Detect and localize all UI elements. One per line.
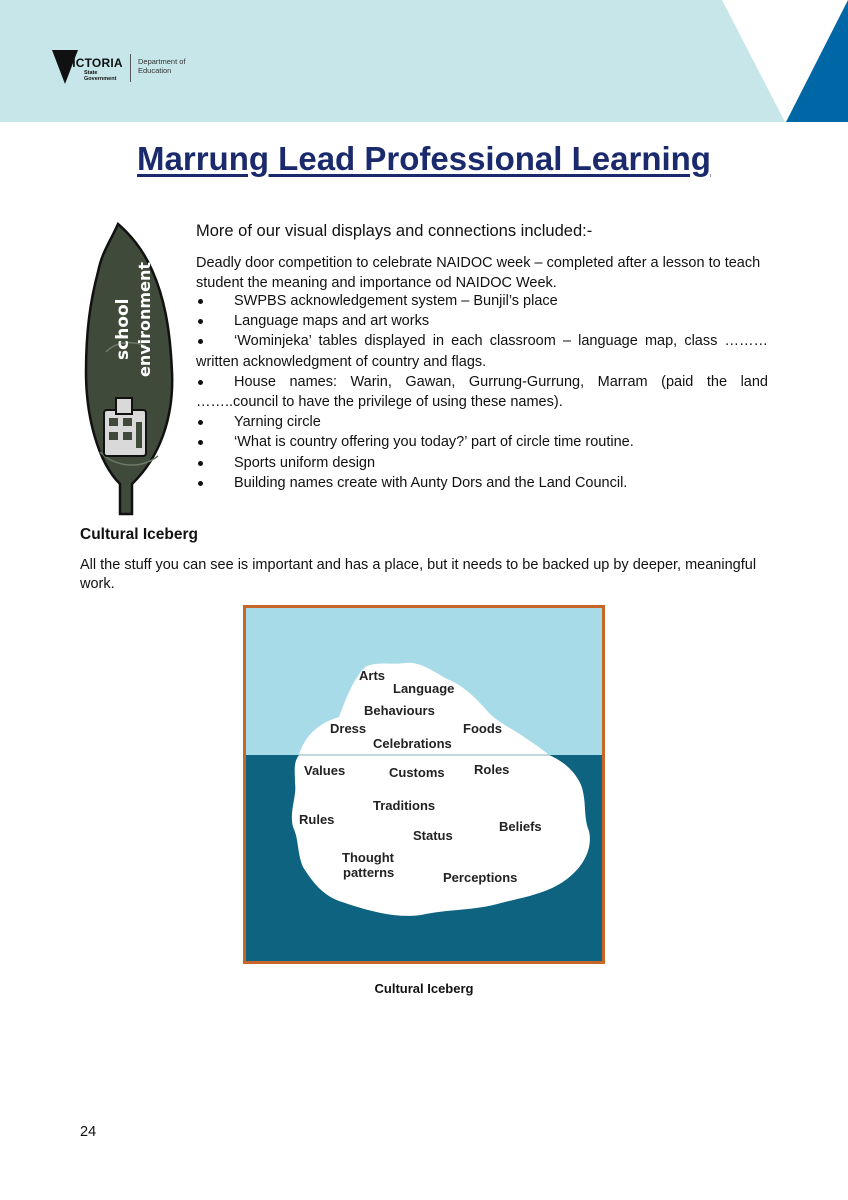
- list-item: Building names create with Aunty Dors and the Land Council.: [196, 473, 768, 493]
- school-environment-leaf: [80, 222, 180, 517]
- bullet-dot-icon: [198, 461, 203, 466]
- iceberg-label: Arts: [359, 668, 386, 683]
- list-item: ‘Wominjeka’ tables displayed in each classroom – language map, class ………written acknowledgment of country and flags.: [196, 333, 768, 370]
- iceberg-label: Roles: [474, 762, 510, 777]
- iceberg-label: Customs: [389, 765, 445, 780]
- iceberg-label: patterns: [343, 865, 395, 880]
- iceberg-label: Values: [304, 763, 346, 778]
- logo-divider: [130, 54, 131, 82]
- leaf-text-environment: environment: [135, 262, 154, 377]
- logo-state-government: State Government: [84, 70, 117, 82]
- cultural-iceberg-figure: [243, 605, 605, 964]
- page-number: 24: [80, 1124, 97, 1140]
- victoria-logo: [50, 46, 220, 86]
- iceberg-label: Behaviours: [364, 703, 435, 718]
- iceberg-label: Rules: [299, 812, 335, 827]
- list-item: Language maps and art works: [196, 311, 768, 331]
- leaf-text-school: school: [113, 298, 133, 360]
- section-paragraph: All the stuff you can see is important and has a place, but it needs to be backed up by deeper, meaningful work.: [80, 557, 757, 592]
- iceberg-label: Traditions: [373, 798, 436, 813]
- bullet-dot-icon: [198, 339, 203, 344]
- list-item: Yarning circle: [196, 412, 768, 432]
- bullet-dot-icon: [198, 319, 203, 324]
- list-item: Sports uniform design: [196, 453, 768, 473]
- displays-list: [196, 291, 768, 493]
- bullet-dot-icon: [198, 420, 203, 425]
- bullet-dot-icon: [198, 440, 203, 445]
- iceberg-label: Thought: [342, 850, 394, 865]
- iceberg-label: Dress: [330, 721, 367, 736]
- figure-caption: Cultural Iceberg: [374, 981, 474, 996]
- iceberg-label: Perceptions: [443, 870, 518, 885]
- leaf-shape: [86, 224, 172, 514]
- iceberg-label: Celebrations: [373, 736, 452, 751]
- iceberg-label: Beliefs: [499, 819, 542, 834]
- iceberg-label: Status: [413, 828, 453, 843]
- list-item: House names: Warin, Gawan, Gurrung-Gurrung, Marram (paid the land ……..council to have the privilege of using these names).: [196, 373, 768, 411]
- bullet-dot-icon: [198, 299, 203, 304]
- naidoc-paragraph: Deadly door competition to celebrate NAIDOC week – completed after a lesson to teach student the meaning and importance od NAIDOC Week.: [196, 255, 761, 291]
- iceberg-label: Language: [393, 681, 455, 696]
- logo-department: Department of Education: [138, 57, 186, 75]
- intro-text: More of our visual displays and connections included:-: [196, 222, 593, 240]
- logo-victoria-text: VICTORIA: [64, 56, 123, 70]
- page-title: Marrung Lead Professional Learning: [137, 140, 711, 177]
- bullet-dot-icon: [198, 481, 203, 486]
- section-heading: Cultural Iceberg: [80, 526, 198, 543]
- list-item: ‘What is country offering you today?’ part of circle time routine.: [196, 432, 768, 452]
- list-item: SWPBS acknowledgement system – Bunjil’s place: [196, 291, 768, 311]
- bullet-dot-icon: [198, 380, 203, 385]
- iceberg-label: Foods: [463, 721, 502, 736]
